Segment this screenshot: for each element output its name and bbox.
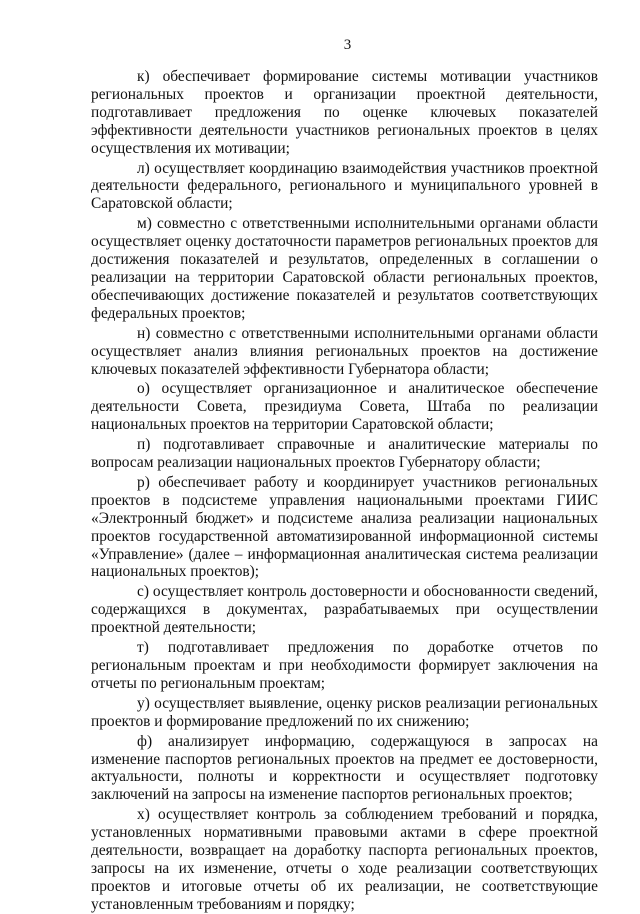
paragraph-k: к) обеспечивает формирование системы мотивации участников региональных проектов и организации проектной деятельности, подготавливает предложения по оценке ключевых показателей эффективности деятельности участников региональных проектов в целях осуществления их мотивации; [91,68,598,157]
paragraph-l: л) осуществляет координацию взаимодействия участников проектной деятельности федерального, регионального и муниципального уровней в Саратовской области; [91,159,598,213]
paragraph-n: н) совместно с ответственными исполнительными органами области осуществляет анализ влияния региональных проектов на достижение ключевых показателей эффективности Губернатора области; [91,324,598,378]
document-body [91,68,598,914]
paragraph-f: ф) анализирует информацию, содержащуюся в запросах на изменение паспортов региональных проектов на предмет ее достоверности, актуальности, полноты и корректности и осуществляет подготовку заключений на запросы на изменение паспортов региональных проектов; [91,732,598,804]
paragraph-o: о) осуществляет организационное и аналитическое обеспечение деятельности Совета, президиума Совета, Штаба по реализации национальных проектов на территории Саратовской области; [91,380,598,434]
paragraph-t: т) подготавливает предложения по доработке отчетов по региональным проектам и при необходимости формирует заключения на отчеты по региональным проектам; [91,639,598,692]
paragraph-u: у) осуществляет выявление, оценку рисков реализации региональных проектов и формирование предложений по их снижению; [91,694,598,730]
paragraph-p: п) подготавливает справочные и аналитические материалы по вопросам реализации национальных проектов Губернатору области; [91,436,598,472]
paragraph-m: м) совместно с ответственными исполнительными органами области осуществляет оценку достаточности параметров региональных проектов для достижения показателей и результатов, определенных в соглашении о реализации на территории Саратовской области региональных проектов, обеспечивающих достижение показателей и результатов соответствующих федеральных проектов; [91,215,598,322]
paragraph-s: с) осуществляет контроль достоверности и обоснованности сведений, содержащихся в документах, разрабатываемых при осуществлении проектной деятельности; [91,583,598,637]
paragraph-r: р) обеспечивает работу и координирует участников региональных проектов в подсистеме управления национальными проектами ГИИС «Электронный бюджет» и подсистеме анализа реализации национальных проектов государственной автоматизированной информационной системы «Управление» (далее – информационная аналитическая система реализации национальных проектов); [91,473,598,581]
page-number: 3 [343,37,352,53]
paragraph-h: х) осуществляет контроль за соблюдением требований и порядка, установленных нормативными правовыми актами в сфере проектной деятельности, возвращает на доработку паспорта региональных проектов, запросы на их изменение, отчеты о ходе реализации соответствующих проектов и итоговые отчеты об их реализации, не соответствующие установленным требованиям и порядку; [91,806,598,913]
